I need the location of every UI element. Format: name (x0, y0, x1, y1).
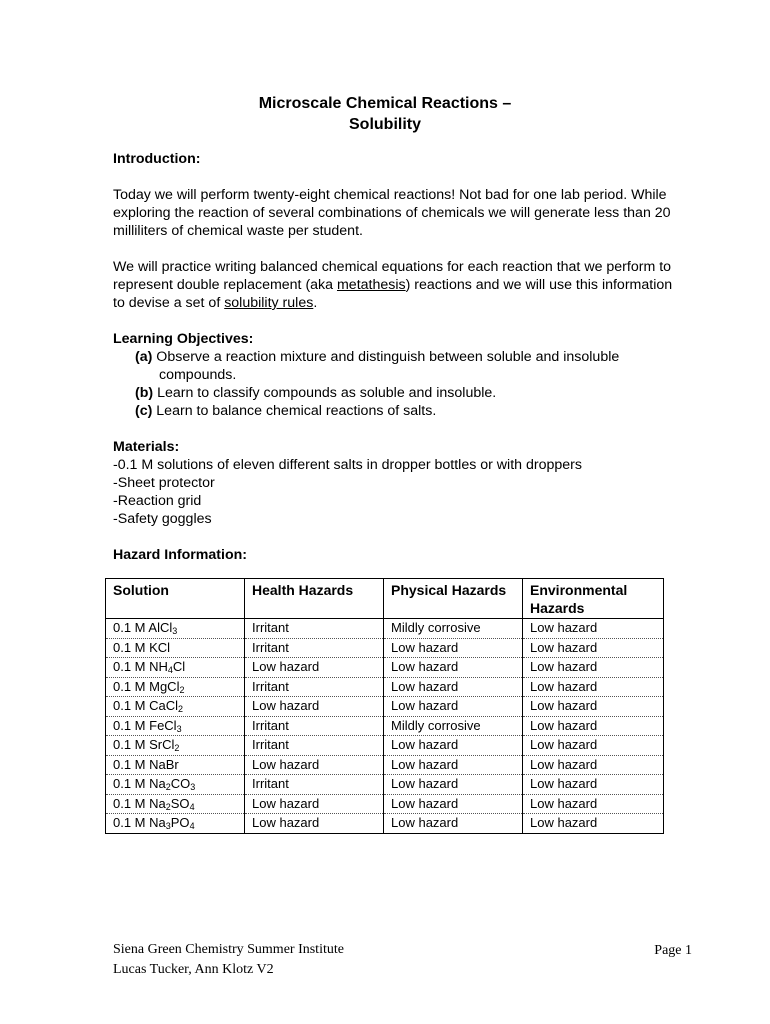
table-row (106, 794, 664, 814)
physical-hazard-cell: Low hazard (384, 755, 523, 775)
concentration-label: 0.1 M (113, 776, 150, 791)
physical-hazard-cell: Mildly corrosive (384, 716, 523, 736)
hazard-table (105, 578, 664, 834)
health-hazard-cell: Low hazard (245, 697, 384, 717)
table-row (106, 755, 664, 775)
health-hazard-cell: Irritant (245, 716, 384, 736)
objective-item (135, 402, 673, 420)
column-header: Health Hazards (245, 579, 384, 619)
material-item: -0.1 M solutions of eleven different salts in dropper bottles or with droppers (113, 457, 582, 473)
environmental-hazard-cell: Low hazard (523, 736, 664, 756)
introduction-paragraph-2 (113, 258, 673, 312)
para2-text-1: We will practice writing balanced chemical equations for each reaction that we perform to represent double replacement (aka (113, 259, 672, 293)
formula-part: 3 (190, 782, 196, 792)
formula-part: FeCl (149, 717, 177, 733)
physical-hazard-cell: Low hazard (384, 677, 523, 697)
solubility-rules-term: solubility rules (224, 295, 314, 311)
environmental-hazard-cell: Low hazard (523, 619, 664, 639)
physical-hazard-cell: Low hazard (384, 794, 523, 814)
para2-text-3: . (313, 295, 318, 311)
physical-hazard-cell: Low hazard (384, 814, 523, 834)
table-row (106, 775, 664, 795)
hazard-table-header (106, 579, 664, 619)
metathesis-term: metathesis (336, 277, 406, 293)
objective-label: (b) (135, 385, 154, 401)
formula-part: CaCl (149, 698, 179, 713)
formula-part: Na (149, 776, 166, 791)
environmental-hazard-cell: Low hazard (523, 814, 664, 834)
concentration-label: 0.1 M (113, 795, 150, 811)
formula-part: Na (149, 795, 166, 811)
table-row (106, 677, 664, 697)
introduction-paragraph-1: Today we will perform twenty-eight chemical reactions! Not bad for one lab period. While exploring the reaction of several combinations of chemicals we will generate less than 20 milliliters of chemical waste per student. (113, 187, 671, 239)
health-hazard-cell: Low hazard (245, 814, 384, 834)
environmental-hazard-cell: Low hazard (523, 638, 664, 658)
title-line-1: Microscale Chemical Reactions – (258, 95, 512, 112)
table-row (106, 736, 664, 756)
materials-heading: Materials: (113, 439, 180, 455)
physical-hazard-cell: Low hazard (384, 736, 523, 756)
solution-cell (106, 619, 245, 639)
material-item: -Reaction grid (113, 493, 202, 509)
column-header: Physical Hazards (384, 579, 523, 619)
formula-part: 4 (189, 801, 195, 812)
health-hazard-cell: Irritant (245, 775, 384, 795)
health-hazard-cell: Irritant (245, 736, 384, 756)
concentration-label: 0.1 M (113, 678, 150, 694)
concentration-label: 0.1 M (113, 659, 150, 674)
formula-part: 4 (189, 821, 195, 831)
objective-text: Observe a reaction mixture and distinguish between soluble and insoluble (156, 349, 620, 365)
concentration-label: 0.1 M (113, 620, 149, 635)
solution-cell (106, 736, 245, 756)
para2-text-2: ) reactions and we will use this information to devise a set of (113, 277, 673, 311)
formula-part: SO (170, 795, 190, 811)
objective-item (135, 384, 673, 402)
solution-cell (106, 794, 245, 814)
objective-label: (a) (135, 349, 153, 365)
formula-part: 4 (167, 665, 173, 675)
objective-text: Learn to classify compounds as soluble and insoluble. (157, 385, 497, 401)
table-row (106, 619, 664, 639)
concentration-label: 0.1 M (113, 737, 150, 752)
objective-item (135, 348, 673, 366)
materials-list (113, 456, 673, 528)
column-header: Solution (106, 579, 245, 619)
formula-part: 2 (178, 704, 184, 714)
environmental-hazard-cell: Low hazard (523, 658, 664, 678)
physical-hazard-cell: Low hazard (384, 658, 523, 678)
formula-part: NH (149, 659, 168, 674)
formula-part: MgCl (149, 678, 180, 694)
solution-cell (106, 775, 245, 795)
health-hazard-cell: Irritant (245, 677, 384, 697)
objectives-list (113, 348, 673, 420)
formula-part: 2 (174, 743, 180, 753)
page-number: Page 1 (654, 943, 692, 958)
table-row (106, 658, 664, 678)
solution-cell (106, 697, 245, 717)
document-body (113, 150, 673, 564)
environmental-hazard-cell: Low hazard (523, 794, 664, 814)
footer-institute: Siena Green Chemistry Summer Institute (113, 942, 344, 957)
table-row (106, 814, 664, 834)
solution-cell (106, 716, 245, 736)
objective-text: Learn to balance chemical reactions of salts. (156, 403, 437, 419)
physical-hazard-cell: Low hazard (384, 638, 523, 658)
footer (113, 940, 344, 980)
concentration-label: 0.1 M (113, 717, 150, 733)
concentration-label: 0.1 M (113, 815, 150, 830)
document-title (0, 93, 770, 135)
health-hazard-cell: Irritant (245, 638, 384, 658)
environmental-hazard-cell: Low hazard (523, 775, 664, 795)
concentration-label: 0.1 M (113, 639, 150, 655)
material-item: -Sheet protector (113, 475, 215, 491)
health-hazard-cell: Low hazard (245, 755, 384, 775)
environmental-hazard-cell: Low hazard (523, 716, 664, 736)
table-row (106, 697, 664, 717)
formula-part: PO (170, 815, 190, 830)
formula-part: 3 (176, 723, 182, 734)
health-hazard-cell: Low hazard (245, 794, 384, 814)
introduction-heading: Introduction: (113, 151, 201, 167)
environmental-hazard-cell: Low hazard (523, 755, 664, 775)
health-hazard-cell: Low hazard (245, 658, 384, 678)
solution-cell (106, 638, 245, 658)
formula-part: 2 (165, 801, 171, 812)
formula-part: 2 (165, 782, 171, 792)
concentration-label: 0.1 M (113, 698, 150, 713)
physical-hazard-cell: Mildly corrosive (384, 619, 523, 639)
formula-part: SrCl (149, 737, 175, 752)
solution-cell (106, 658, 245, 678)
title-line-2: Solubility (349, 116, 421, 133)
footer-authors: Lucas Tucker, Ann Klotz V2 (113, 962, 274, 977)
health-hazard-cell: Irritant (245, 619, 384, 639)
material-item: -Safety goggles (113, 511, 212, 527)
formula-part: Na (149, 815, 166, 830)
objective-continuation: compounds. (159, 367, 237, 383)
table-row (106, 638, 664, 658)
physical-hazard-cell: Low hazard (384, 775, 523, 795)
formula-part: Cl (172, 659, 186, 674)
formula-part: 3 (172, 626, 178, 636)
formula-part: 2 (179, 684, 185, 695)
table-row (106, 716, 664, 736)
solution-cell (106, 755, 245, 775)
solution-cell (106, 814, 245, 834)
formula-part: KCl (149, 639, 171, 655)
physical-hazard-cell: Low hazard (384, 697, 523, 717)
concentration-label: 0.1 M (113, 756, 150, 772)
solution-cell (106, 677, 245, 697)
formula-part: 3 (165, 821, 171, 831)
column-header: Environmental Hazards (523, 579, 664, 619)
objective-label: (c) (135, 403, 153, 419)
formula-part: NaBr (149, 756, 179, 772)
hazard-heading: Hazard Information: (113, 547, 247, 563)
formula-part: CO (170, 776, 191, 791)
environmental-hazard-cell: Low hazard (523, 697, 664, 717)
formula-part: AlCl (148, 620, 173, 635)
objectives-heading: Learning Objectives: (113, 331, 254, 347)
environmental-hazard-cell: Low hazard (523, 677, 664, 697)
